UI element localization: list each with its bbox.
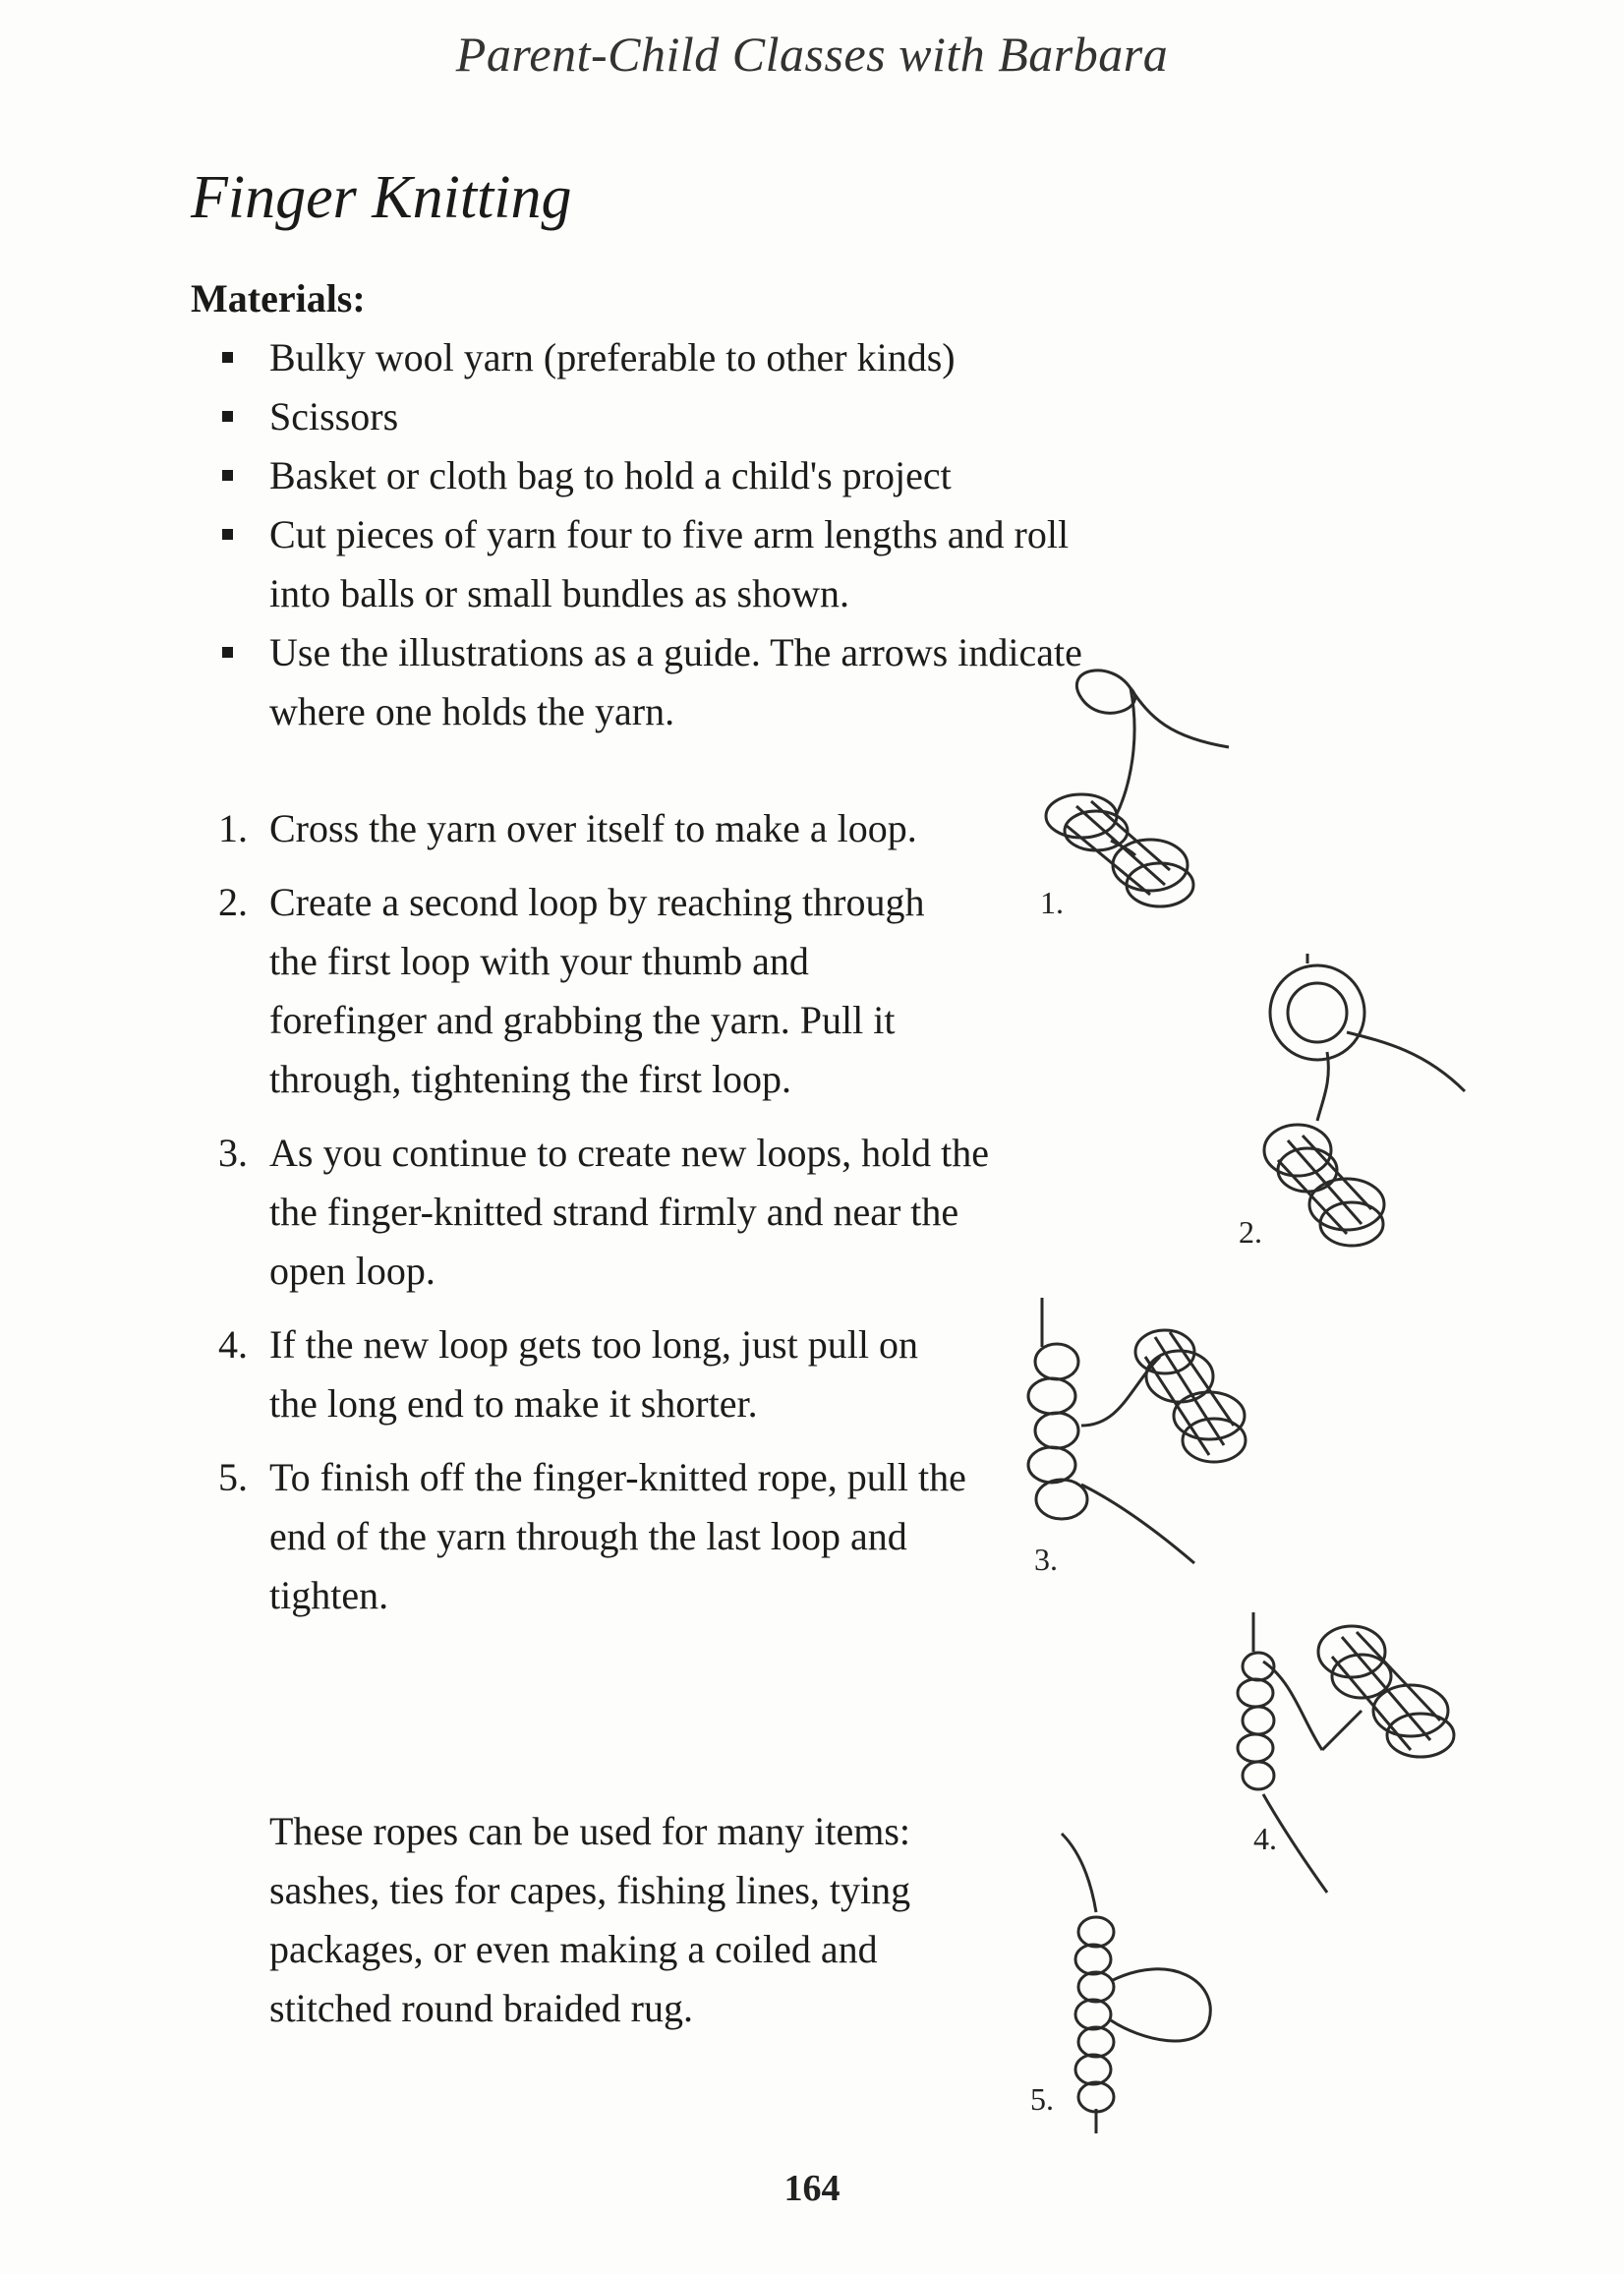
materials-item: Cut pieces of yarn four to five arm lengths and roll into balls or small bundles as shown. [218, 505, 1115, 623]
page-number: 164 [783, 2168, 841, 2209]
illustration-label: 1. [1040, 885, 1064, 920]
yarn-finish-illustration-icon [1022, 1824, 1248, 2138]
step-text: If the new loop gets too long, just pull on the long end to make it shorter. [269, 1322, 918, 1426]
step-item [218, 1124, 997, 1301]
illustration-label: 2. [1239, 1214, 1262, 1250]
illustration-5 [1022, 1824, 1248, 2138]
running-head: Parent-Child Classes with Barbara [455, 27, 1169, 82]
materials-heading: Materials: [191, 276, 366, 321]
step-text: Create a second loop by reaching through the first loop with your thumb and forefinger and grabbing the yarn. Pull it through, tightening the first loop. [269, 880, 925, 1101]
page-title: Finger Knitting [191, 164, 572, 231]
illustration-label: 4. [1253, 1821, 1277, 1856]
step-item [218, 873, 948, 1109]
yarn-long-loop-illustration-icon [1234, 1603, 1479, 1907]
step-text: Cross the yarn over itself to make a loop. [269, 806, 917, 850]
step-item [218, 1448, 997, 1625]
materials-item: Use the illustrations as a guide. The arrows indicate where one holds the yarn. [218, 623, 1085, 741]
illustration-2 [1239, 954, 1484, 1278]
step-item [218, 1315, 957, 1433]
illustration-4 [1234, 1603, 1479, 1907]
step-number: 5. [218, 1455, 248, 1499]
illustration-1 [1022, 659, 1258, 944]
yarn-chain-illustration-icon [1022, 1288, 1278, 1583]
step-text: As you continue to create new loops, hold the the finger-knitted strand firmly and near the open loop. [269, 1131, 990, 1293]
illustration-label: 3. [1034, 1542, 1058, 1577]
step-number: 1. [218, 806, 248, 850]
materials-item: Basket or cloth bag to hold a child's project [218, 446, 1103, 505]
yarn-second-loop-illustration-icon [1239, 954, 1484, 1278]
step-number: 3. [218, 1131, 248, 1175]
steps-list [218, 799, 990, 1640]
closing-paragraph: These ropes can be used for many items: sashes, ties for capes, fishing lines, tying packages, or even making a coiled and stitched round braided rug. [269, 1809, 911, 2030]
illustration-label: 5. [1030, 2081, 1054, 2117]
step-number: 2. [218, 880, 248, 924]
materials-item: Bulky wool yarn (preferable to other kinds) [218, 328, 1103, 387]
step-text: To finish off the finger-knitted rope, pull the end of the yarn through the last loop and tighten. [269, 1455, 966, 1617]
step-item [218, 799, 997, 858]
materials-item: Scissors [218, 387, 1103, 446]
illustration-3 [1022, 1288, 1278, 1583]
materials-list [218, 328, 1103, 741]
step-number: 4. [218, 1322, 248, 1367]
